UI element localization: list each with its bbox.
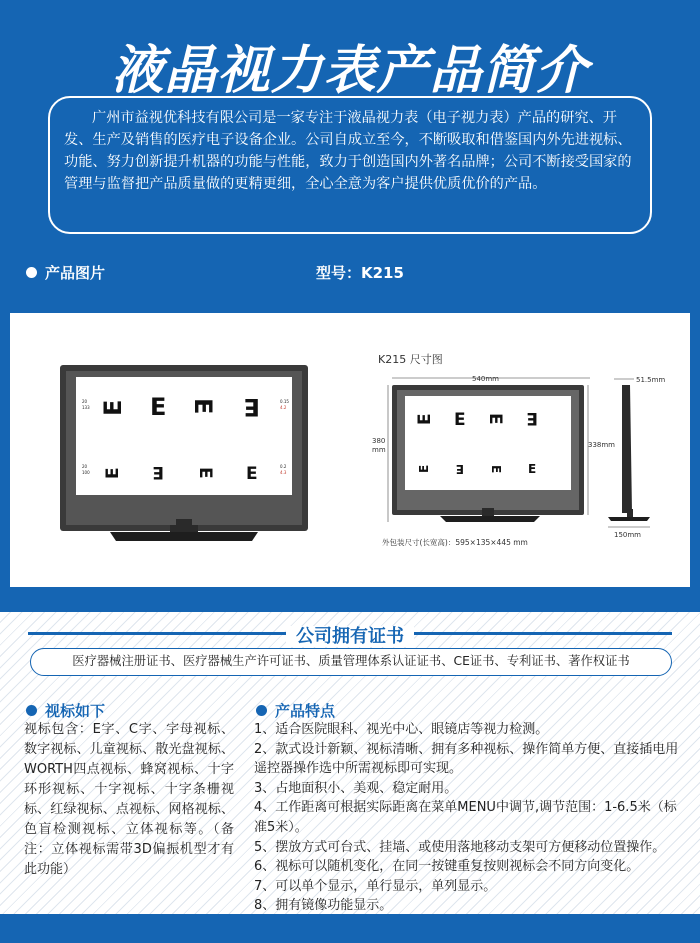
dim-optotype-3: E bbox=[485, 413, 505, 425]
dimension-drawing bbox=[372, 352, 665, 547]
optotype-e-3: E bbox=[189, 398, 217, 415]
dim-height-unit: mm bbox=[372, 446, 386, 454]
package-size: 外包装尺寸(长宽高)：595×135×445 mm bbox=[382, 538, 528, 547]
optotypes-text: 视标包含：E字、C字、字母视标、数字视标、儿童视标、散光盘视标、WORTH四点视标、蜂窝视标、十字环形视标、十字视标、十字条栅视标、红绿视标、点视标、网格视标、色盲检测视标、立体视标等。（备注：立体视标需带3D偏振机型才有此功能） bbox=[24, 722, 234, 877]
dim-base: 150mm bbox=[614, 531, 641, 539]
cert-list: 医疗器械注册证书、医疗器械生产许可证书、质量管理体系认证证书、CE证书、专利证书、著作权证书 bbox=[30, 648, 672, 676]
dim-optotype-7: E bbox=[489, 465, 503, 474]
dim-optotype-2: E bbox=[454, 410, 466, 430]
footer-bar bbox=[0, 914, 700, 943]
optotype-e-2: E bbox=[150, 393, 167, 421]
dim-optotype-6: E bbox=[455, 462, 464, 476]
optotype-e-7: E bbox=[195, 467, 215, 479]
feature-item: 5、摆放方式可台式、挂墙、或使用落地移动支架可方便移动位置操作。 bbox=[254, 839, 666, 855]
dim-inner-height: 338mm bbox=[588, 441, 615, 449]
optotype-e-8: E bbox=[246, 464, 258, 484]
dim-height: 380 bbox=[372, 437, 386, 445]
dimension-title: K215 尺寸图 bbox=[378, 353, 443, 366]
feature-item: 6、视标可以随机变化，在同一按键重复按则视标会不同方向变化。 bbox=[254, 859, 640, 875]
page-title: 液晶视力表产品简介 bbox=[111, 41, 589, 101]
optotype-e-5: E bbox=[103, 467, 123, 479]
features-list bbox=[254, 720, 684, 916]
bullet-icon bbox=[26, 705, 37, 716]
dim-optotype-4: E bbox=[526, 408, 538, 428]
dim-optotype-1: E bbox=[415, 413, 435, 425]
dim-optotype-5: E bbox=[417, 464, 431, 473]
product-photo-panel bbox=[10, 313, 690, 587]
photo-section-label: 产品图片 bbox=[26, 262, 105, 283]
optotypes-title: 视标如下 bbox=[26, 700, 105, 721]
feature-item: 7、可以单个显示，单行显示，单列显示。 bbox=[254, 878, 497, 894]
feature-item: 4、工作距离可根据实际距离在菜单MENU中调节,调节范围：1-6.5米（标准5米）。 bbox=[254, 800, 677, 835]
bullet-icon bbox=[26, 267, 37, 278]
feature-item: 3、占地面积小、美观、稳定耐用。 bbox=[254, 780, 458, 796]
dim-depth: 51.5mm bbox=[636, 376, 666, 384]
optotype-e-1: E bbox=[99, 399, 127, 416]
chart-right-bottom-2: 4.3 bbox=[280, 470, 287, 475]
chart-left-top-1: 20 bbox=[82, 399, 88, 404]
chart-right-bottom-1: 0.2 bbox=[280, 464, 287, 469]
chart-left-bottom-2: 100 bbox=[82, 470, 90, 475]
chart-right-top-1: 0.15 bbox=[280, 399, 289, 404]
cert-title-wrap bbox=[0, 622, 700, 648]
dim-optotype-8: E bbox=[528, 462, 537, 476]
product-illustration bbox=[10, 313, 690, 587]
model-label: 型号：K215 bbox=[316, 264, 404, 282]
chart-right-top-2: 4.2 bbox=[280, 405, 287, 410]
company-intro: 广州市益视优科技有限公司是一家专注于液晶视力表（电子视力表）产品的研究、开发、生产及销售的医疗电子设备企业。公司自成立至今，不断吸取和借鉴国内外先进视标、功能、努力创新提升机器的功能与性能，致力于创造国内外著名品牌；公司不断接受国家的管理与监督把产品质量做的更精更细，全心全意为客户提供优质优价的产品。 bbox=[48, 96, 652, 234]
optotype-e-4: E bbox=[243, 393, 260, 421]
feature-item: 2、款式设计新颖、视标清晰、拥有多种视标、操作简单方便、直接插电用遥控器操作选中所需视标即可实现。 bbox=[254, 741, 679, 777]
feature-item: 1、适合医院眼科、视光中心、眼镜店等视力检测。 bbox=[254, 722, 549, 737]
monitor-front bbox=[60, 365, 308, 541]
features-title: 产品特点 bbox=[256, 700, 335, 721]
bullet-icon bbox=[256, 705, 267, 716]
cert-title: 公司拥有证书 bbox=[286, 626, 414, 647]
optotype-e-6: E bbox=[152, 462, 164, 482]
chart-left-bottom-1: 20 bbox=[82, 464, 88, 469]
dim-width: 540mm bbox=[472, 375, 499, 383]
chart-left-top-2: 133 bbox=[82, 405, 90, 410]
feature-item: 8、拥有镜像功能显示。 bbox=[254, 898, 393, 914]
